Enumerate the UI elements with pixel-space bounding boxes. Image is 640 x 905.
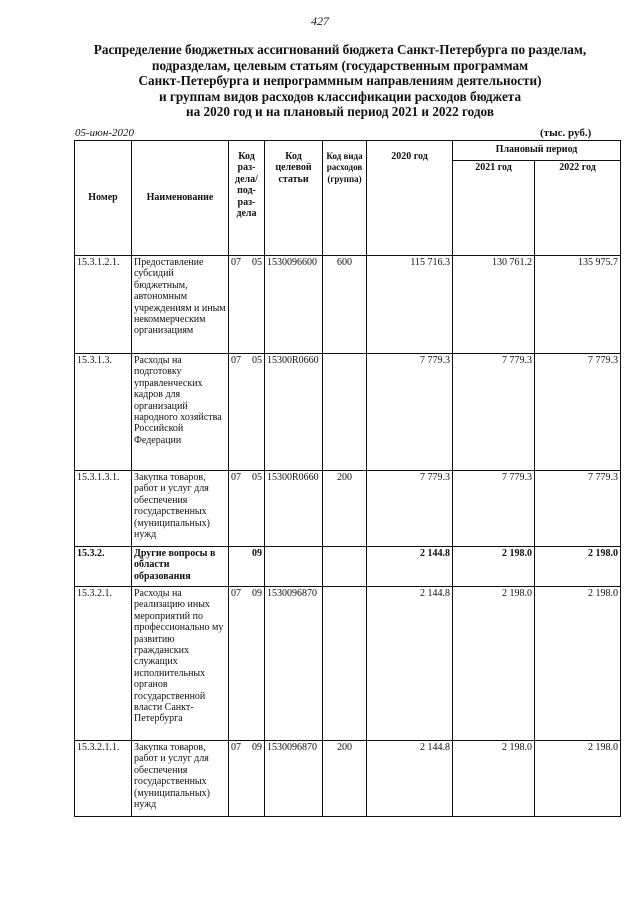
- row-2020: 7 779.3: [367, 471, 453, 547]
- title-line: Санкт-Петербурга и непрограммным направлениям деятельности): [138, 73, 542, 89]
- row-vid: [323, 354, 367, 471]
- row-name: Закупка товаров, работ и услуг для обеспечения государственных (муниципальных) нужд: [132, 741, 229, 817]
- row-2021: 2 198.0: [453, 587, 535, 741]
- row-2022: 7 779.3: [535, 354, 621, 471]
- table-body: [75, 256, 621, 817]
- row-target: 1530096870: [265, 587, 323, 741]
- title-line: на 2020 год и на плановый период 2021 и 2022 годов: [186, 104, 494, 120]
- row-2020: 2 144.8: [367, 547, 453, 587]
- row-name: Расходы на подготовку управленческих кадров для организаций народного хозяйства Российской Федерации: [132, 354, 229, 471]
- row-2022: 2 198.0: [535, 547, 621, 587]
- podrazdel-code: 05: [252, 472, 262, 483]
- row-name: Предоставление субсидий бюджетным, автономным учреждениям и иным некоммерческим организациям: [132, 256, 229, 354]
- row-vid: 200: [323, 471, 367, 547]
- row-2021: 7 779.3: [453, 354, 535, 471]
- header-number: Номер: [75, 141, 132, 256]
- header-2020: 2020 год: [367, 141, 453, 256]
- razdel-code: 07: [231, 742, 241, 753]
- table-row: [75, 587, 621, 741]
- row-number: 15.3.1.3.: [75, 354, 132, 471]
- table-row: [75, 547, 621, 587]
- row-vid: 200: [323, 741, 367, 817]
- row-2022: 2 198.0: [535, 587, 621, 741]
- table-header: [75, 141, 621, 256]
- table-row: [75, 471, 621, 547]
- row-razdel: [229, 256, 265, 354]
- row-2020: 2 144.8: [367, 741, 453, 817]
- header-2022: 2022 год: [535, 161, 621, 256]
- row-razdel: [229, 741, 265, 817]
- header-name: Наименование: [132, 141, 229, 256]
- row-2021: 2 198.0: [453, 741, 535, 817]
- row-2021: 7 779.3: [453, 471, 535, 547]
- row-number: 15.3.2.1.1.: [75, 741, 132, 817]
- header-target: Код целевой статьи: [265, 141, 323, 256]
- row-razdel: [229, 547, 265, 587]
- row-2020: 115 716.3: [367, 256, 453, 354]
- row-2020: 7 779.3: [367, 354, 453, 471]
- row-target: 1530096870: [265, 741, 323, 817]
- row-2022: 2 198.0: [535, 741, 621, 817]
- row-number: 15.3.2.: [75, 547, 132, 587]
- header-planned: Плановый период: [453, 141, 621, 161]
- units-label: (тыс. руб.): [540, 127, 592, 139]
- podrazdel-code: 09: [252, 588, 262, 599]
- row-2021: 130 761.2: [453, 256, 535, 354]
- row-name: Расходы на реализацию иных мероприятий по профессионально му развитию гражданских служащих исполнительных органов государственной власти Санкт-Петербурга: [132, 587, 229, 741]
- razdel-code: 07: [231, 588, 241, 599]
- title-line: и группам видов расходов классификации расходов бюджета: [158, 88, 522, 104]
- row-razdel: [229, 471, 265, 547]
- row-2021: 2 198.0: [453, 547, 535, 587]
- table-row: [75, 354, 621, 471]
- document-date: 05-июн-2020: [75, 127, 135, 139]
- row-target: 1530096600: [265, 256, 323, 354]
- row-target: 15300R0660: [265, 471, 323, 547]
- row-number: 15.3.1.3.1.: [75, 471, 132, 547]
- razdel-code: 07: [231, 472, 241, 483]
- podrazdel-code: 05: [252, 355, 262, 366]
- row-2020: 2 144.8: [367, 587, 453, 741]
- podrazdel-code: 09: [252, 548, 262, 559]
- header-vid: Код вида расходов (группа): [323, 141, 367, 256]
- header-2021: 2021 год: [453, 161, 535, 256]
- row-razdel: [229, 354, 265, 471]
- razdel-code: 07: [231, 257, 241, 268]
- row-2022: 7 779.3: [535, 471, 621, 547]
- table-row: [75, 256, 621, 354]
- razdel-code: 07: [231, 355, 241, 366]
- title-line: Распределение бюджетных ассигнований бюджета Санкт-Петербурга по разделам,: [93, 42, 587, 57]
- header-razdel: Код раз- дела/ под- раз- дела: [229, 141, 265, 256]
- row-vid: [323, 547, 367, 587]
- document-title: [60, 42, 620, 120]
- row-2022: 135 975.7: [535, 256, 621, 354]
- page-number: 427: [311, 14, 329, 28]
- row-vid: 600: [323, 256, 367, 354]
- row-razdel: [229, 587, 265, 741]
- row-name: Другие вопросы в области образования: [132, 547, 229, 587]
- row-number: 15.3.2.1.: [75, 587, 132, 741]
- row-target: 15300R0660: [265, 354, 323, 471]
- row-name: Закупка товаров, работ и услуг для обеспечения государственных (муниципальных) нужд: [132, 471, 229, 547]
- row-target: [265, 547, 323, 587]
- title-line: подразделам, целевым статьям (государственным программам: [151, 57, 529, 73]
- budget-table: [74, 140, 621, 817]
- table-row: [75, 741, 621, 817]
- podrazdel-code: 05: [252, 257, 262, 268]
- podrazdel-code: 09: [252, 742, 262, 753]
- row-vid: [323, 587, 367, 741]
- row-number: 15.3.1.2.1.: [75, 256, 132, 354]
